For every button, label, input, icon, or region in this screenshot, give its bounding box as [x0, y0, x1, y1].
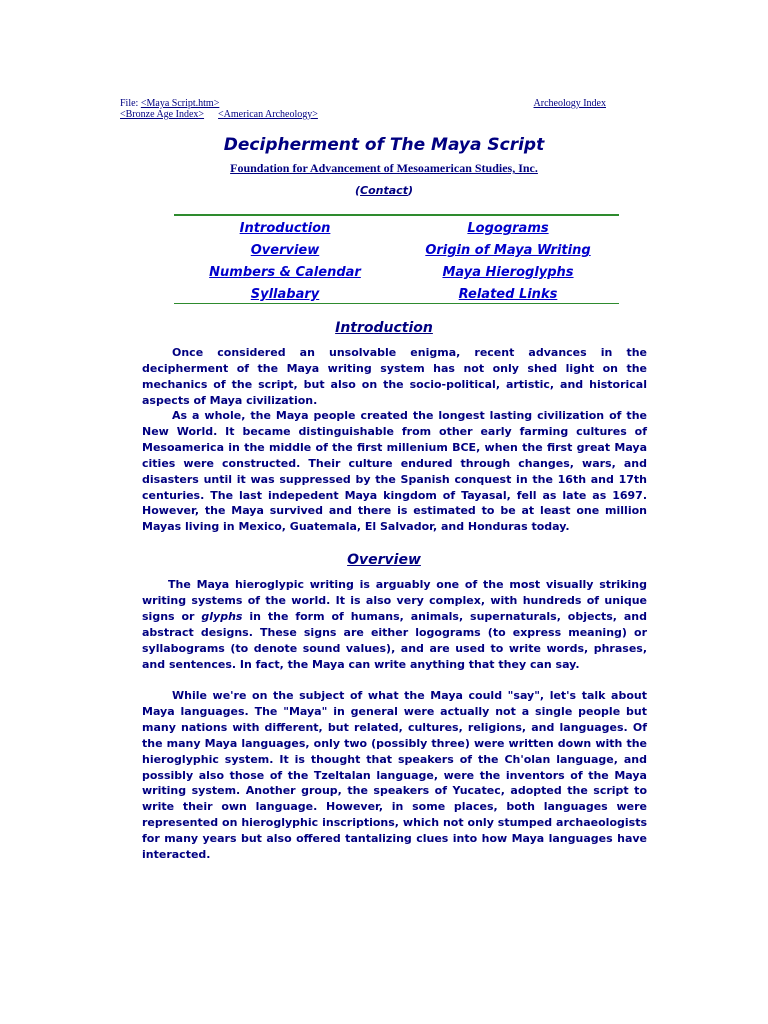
bronze-age-index-link[interactable]: <Bronze Age Index>: [120, 109, 205, 120]
file-prefix: File:: [120, 98, 139, 109]
overview-paragraph-2: While we're on the subject of what the Maya could "say", let's talk about Maya languages. The "Maya" in general were actually not a single people but many nations with different, but related, cultures, religions, and languages. Of the many Maya languages, only two (possibly three) were written down with the hieroglyphic system. It is thought that speakers of the Ch'olan language, and possibly also those of the Tzeltalan language, were the inventors of the Maya writing system. Another group, the speakers of Yucatec, adopted the script to write their own language. However, in some places, both languages were represented on hieroglyphic inscriptions, which not only stumped archaeologists for many years but also offered tantalizing clues into how Maya languages have interacted.: [142, 689, 647, 862]
contact-line: [0, 184, 768, 197]
toc-link-maya-hieroglyphs[interactable]: Maya Hieroglyphs: [442, 265, 574, 280]
toc-link-logograms[interactable]: Logograms: [467, 221, 549, 236]
page-title: Decipherment of The Maya Script: [223, 135, 545, 155]
american-archeology-link[interactable]: <American Archeology>: [218, 109, 318, 120]
toc-top-divider: [174, 214, 619, 216]
overview-p1-text-b: in the form of humans, animals, supernaturals, objects, and abstract designs. These signs are either logograms (to express meaning) or syllabograms (to denote sound values), and are used to write words, phrases, and sentences. In fact, the Maya can write anything that they can say.: [142, 609, 647, 671]
toc-link-numbers-calendar[interactable]: Numbers & Calendar: [209, 265, 361, 280]
introduction-paragraph-2: As a whole, the Maya people created the longest lasting civilization of the New World. It became distinguishable from other early farming cultures of Mesoamerica in the middle of the first millenium BCE, when the first great Maya cities were constructed. Their culture endured through changes, wars, and disasters until it was suppressed by the Spanish conquest in the 16th and 17th centuries. The last indepedent Maya kingdom of Tayasal, fell as late as 1697. However, the Maya survived and there is estimated to be at least one million Mayas living in Mexico, Guatemala, El Salvador, and Honduras today.: [142, 409, 647, 534]
toc-link-overview[interactable]: Overview: [250, 243, 320, 258]
toc-left-column: [174, 218, 396, 306]
contact-close-paren: ): [407, 184, 413, 197]
toc-link-origin-of-maya-writing[interactable]: Origin of Maya Writing: [425, 243, 591, 258]
contact-link[interactable]: Contact: [360, 184, 408, 197]
subtitle: [0, 161, 768, 176]
overview-p1-glyphs-term: glyphs: [201, 609, 243, 623]
archeology-index-link[interactable]: Archeology Index: [533, 98, 606, 109]
introduction-paragraph-1: Once considered an unsolvable enigma, recent advances in the decipherment of the Maya writing system has not only shed light on the mechanics of the script, but also on the socio-political, artistic, and historical aspects of Maya civilization.: [142, 346, 647, 407]
foundation-link[interactable]: Foundation for Advancement of Mesoamerican Studies, Inc.: [230, 161, 538, 175]
overview-heading: Overview: [347, 552, 421, 568]
toc-link-related-links[interactable]: Related Links: [458, 287, 558, 302]
contact-open-paren: (: [355, 184, 361, 197]
top-navigation: [120, 98, 606, 120]
overview-paragraph-1: [142, 577, 647, 672]
introduction-heading: Introduction: [335, 320, 433, 336]
overview-p1-text-a: The Maya hieroglypic writing is arguably one of the most visually striking writing systems of the world. It is also very complex, with hundreds of unique signs or: [142, 578, 647, 623]
toc-link-syllabary[interactable]: Syllabary: [250, 287, 320, 302]
toc-right-column: [397, 218, 619, 306]
toc-bottom-divider: [174, 303, 619, 304]
toc-link-introduction[interactable]: Introduction: [239, 221, 331, 236]
file-link[interactable]: <Maya Script.htm>: [140, 98, 220, 109]
